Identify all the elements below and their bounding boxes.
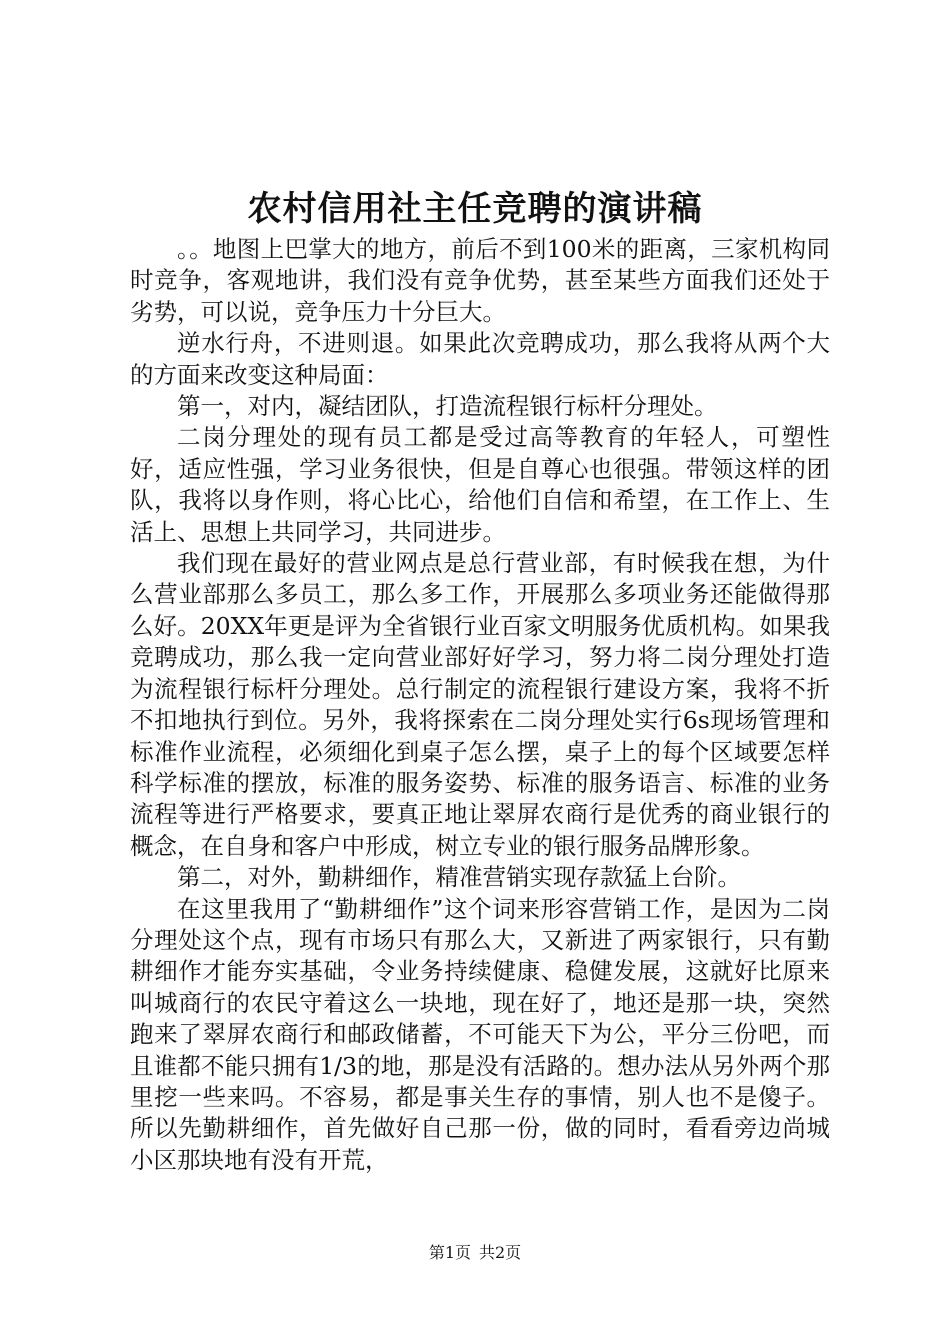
page-number-current: 第1页 xyxy=(428,1243,471,1262)
paragraph: 我们现在最好的营业网点是总行营业部，有时候我在想，为什么营业部那么多员工，那么多工作，开展那么多项业务还能做得那么好。20XX年更是评为全省银行业百家文明服务优质机构。如果我竞聘成功，那么我一定向营业部好好学习，努力将二岗分理处打造为流程银行标杆分理处。总行制定的流程银行建设方案，我将不折不扣地执行到位。另外，我将探索在二岗分理处实行6s现场管理和标准作业流程，必须细化到桌子怎么摆，桌子上的每个区域要怎样科学标准的摆放，标准的服务姿势、标准的服务语言、标准的业务流程等进行严格要求，要真正地让翠屏农商行是优秀的商业银行的概念，在自身和客户中形成，树立专业的银行服务品牌形象。 xyxy=(130,549,830,860)
paragraph: 第一，对内，凝结团队，打造流程银行标杆分理处。 xyxy=(177,392,718,421)
page-footer xyxy=(0,1242,950,1264)
paragraph: 逆水行舟，不进则退。如果此次竞聘成功，那么我将从两个大的方面来改变这种局面： xyxy=(130,329,830,389)
page-number-total: 共2页 xyxy=(479,1243,522,1262)
document-title: 农村信用社主任竞聘的演讲稿 xyxy=(247,189,703,229)
paragraph: 二岗分理处的现有员工都是受过高等教育的年轻人，可塑性好，适应性强，学习业务很快，但是自尊心也很强。带领这样的团队，我将以身作则，将心比心，给他们自信和希望，在工作上、生活上、思想上共同学习，共同进步。 xyxy=(130,423,830,546)
paragraph: 。。地图上巴掌大的地方，前后不到100米的距离，三家机构同时竞争，客观地讲，我们没有竞争优势，甚至某些方面我们还处于劣势，可以说，竞争压力十分巨大。 xyxy=(130,235,830,326)
paragraph: 第二，对外，勤耕细作，精准营销实现存款猛上台阶。 xyxy=(177,863,741,892)
paragraph: 在这里我用了“勤耕细作”这个词来形容营销工作，是因为二岗分理处这个点，现有市场只有那么大，又新进了两家银行，只有勤耕细作才能夯实基础，令业务持续健康、稳健发展，这就好比原来叫城商行的农民守着这么一块地，现在好了，地还是那一块，突然跑来了翠屏农商行和邮政储蓄，不可能天下为公，平分三份吧，而且谁都不能只拥有1/3的地，那是没有活路的。想办法从另外两个那里挖一些来吗。不容易，都是事关生存的事情，别人也不是傻子。所以先勤耕细作，首先做好自己那一份，做的同时，看看旁边尚城小区那块地有没有开荒， xyxy=(130,894,830,1174)
document-body xyxy=(130,234,830,1176)
